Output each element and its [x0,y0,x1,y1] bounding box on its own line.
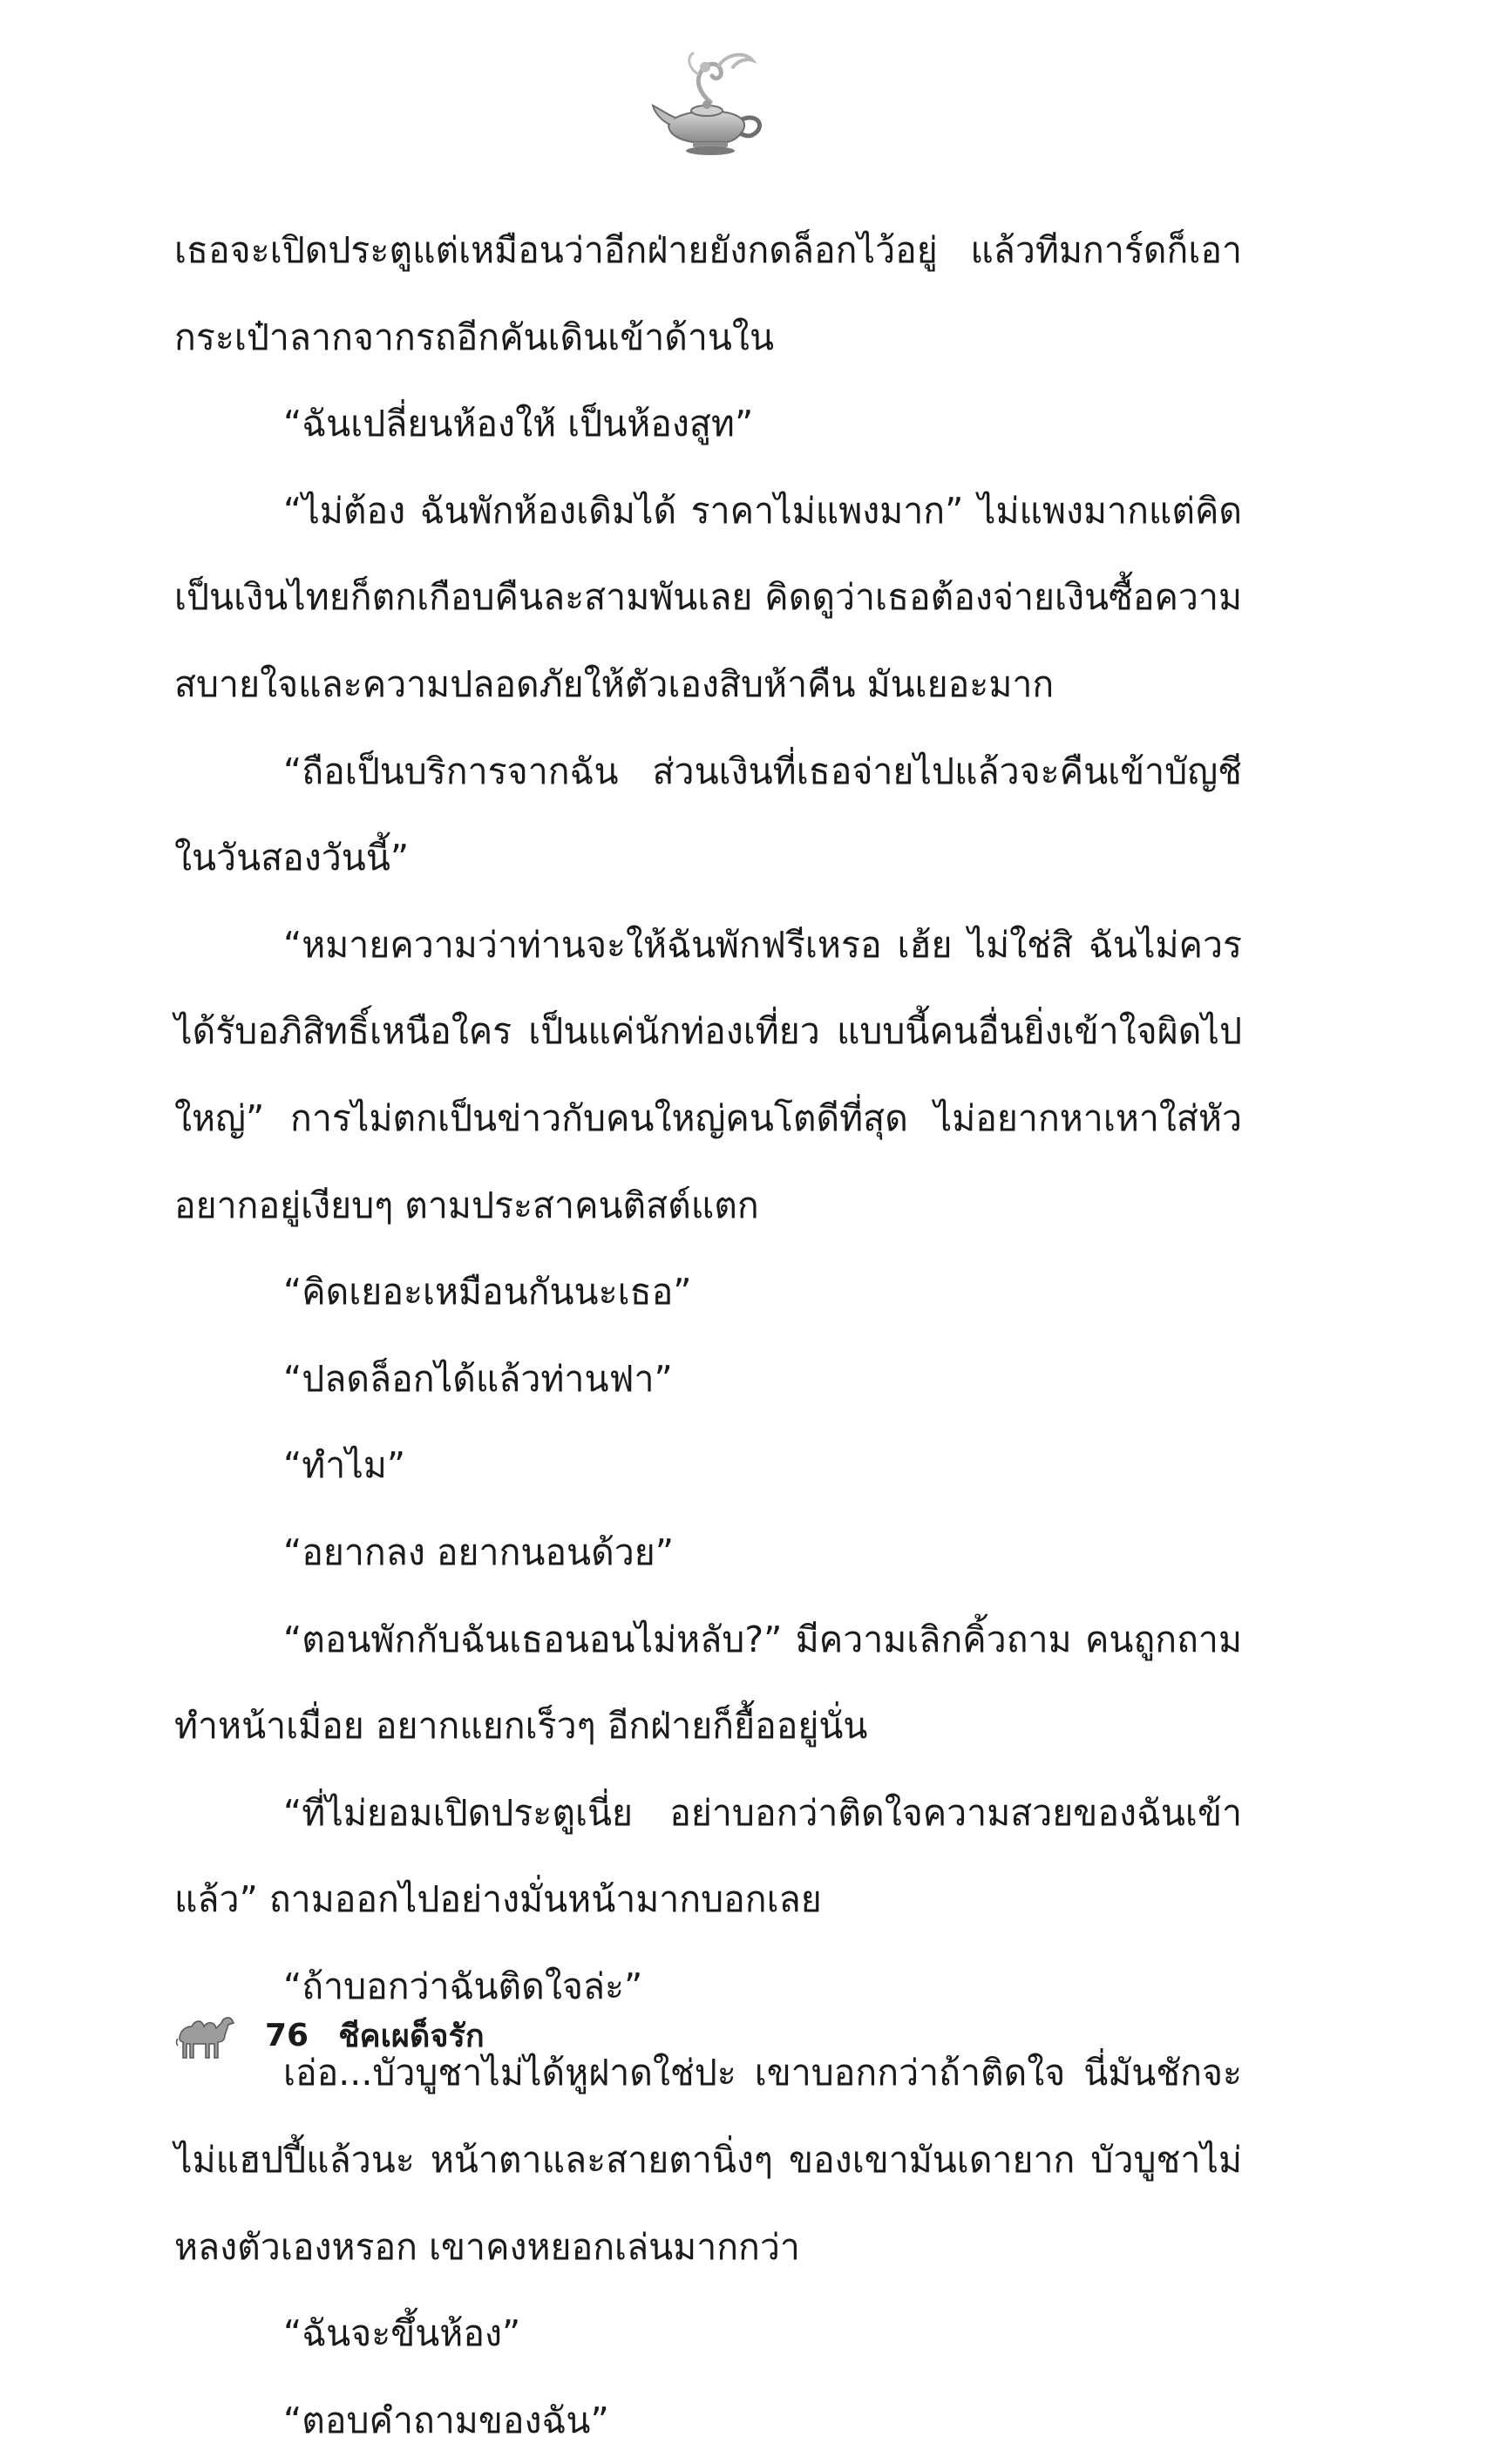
page-number: 76 [265,2017,309,2053]
camel-icon [174,2009,235,2061]
paragraph: เอ่อ...บัวบูชาไม่ได้หูฝาดใช่ปะ เขาบอกกว่าถ้าติดใจ นี่มันชักจะไม่แฮปปี้แล้วนะ หน้าตาและสายตานิ่งๆ ของเขามันเดายาก บัวบูชาไม่หลงตัวเองหรอก เขาคงหยอกเล่นมากกว่า [174,2052,1242,2268]
paragraph: “อยากลง อยากนอนด้วย” [283,1531,674,1573]
paragraph: “คิดเยอะเหมือนกันนะเธอ” [283,1271,692,1313]
paragraph: “ปลดล็อกได้แล้วท่านฟา” [283,1357,673,1400]
paragraph: “ถ้าบอกว่าฉันติดใจล่ะ” [283,1965,643,2007]
paragraph: “ตอบคำถามของฉัน” [283,2399,609,2441]
paragraph: “หมายความว่าท่านจะให้ฉันพักฟรีเหรอ เฮ้ย ไม่ใช่สิ ฉันไม่ควรได้รับอภิสิทธิ์เหนือใคร เป็นแค่นักท่องเที่ยว แบบนี้คนอื่นยิ่งเข้าใจผิดไปใหญ่” การไม่ตกเป็นข่าวกับคนใหญ่คนโตดีที่สุด ไม่อยากหาเหาใส่หัวอยากอยู่เงียบๆ ตามประสาคนติสต์แตก [174,923,1242,1226]
paragraph: “ตอนพักกับฉันเธอนอนไม่หลับ?” มีความเลิกคิ้วถาม คนถูกถามทำหน้าเมื่อย อยากแยกเร็วๆ อีกฝ่ายก็ยื้ออยู่นั่น [174,1618,1242,1748]
paragraph: “ฉันเปลี่ยนห้องให้ เป็นห้องสูท” [283,403,754,445]
chapter-body [174,207,1242,2464]
paragraph: “ที่ไม่ยอมเปิดประตูเนี่ย อย่าบอกว่าติดใจความสวยของฉันเข้าแล้ว” ถามออกไปอย่างมั่นหน้ามากบอกเลย [174,1791,1242,1921]
page-footer [174,2005,485,2066]
genie-lamp-icon [649,48,771,157]
paragraph: “ฉันจะขึ้นห้อง” [283,2312,521,2355]
paragraph: “ถือเป็นบริการจากฉัน ส่วนเงินที่เธอจ่ายไปแล้วจะคืนเข้าบัญชีในวันสองวันนี้” [174,750,1242,879]
paragraph: “ทำไม” [283,1444,406,1487]
book-title: ชีคเผด็จรัก [338,2018,485,2054]
paragraph: เธอจะเปิดประตูแต่เหมือนว่าอีกฝ่ายยังกดล็อกไว้อยู่ แล้วทีมการ์ดก็เอากระเป๋าลากจากรถอีกคันเดินเข้าด้านใน [174,229,1242,358]
paragraph: “ไม่ต้อง ฉันพักห้องเดิมได้ ราคาไม่แพงมาก” ไม่แพงมากแต่คิดเป็นเงินไทยก็ตกเกือบคืนละสามพันเลย คิดดูว่าเธอต้องจ่ายเงินซื้อความสบายใจและความปลอดภัยให้ตัวเองสิบห้าคืน มันเยอะมาก [174,489,1242,705]
